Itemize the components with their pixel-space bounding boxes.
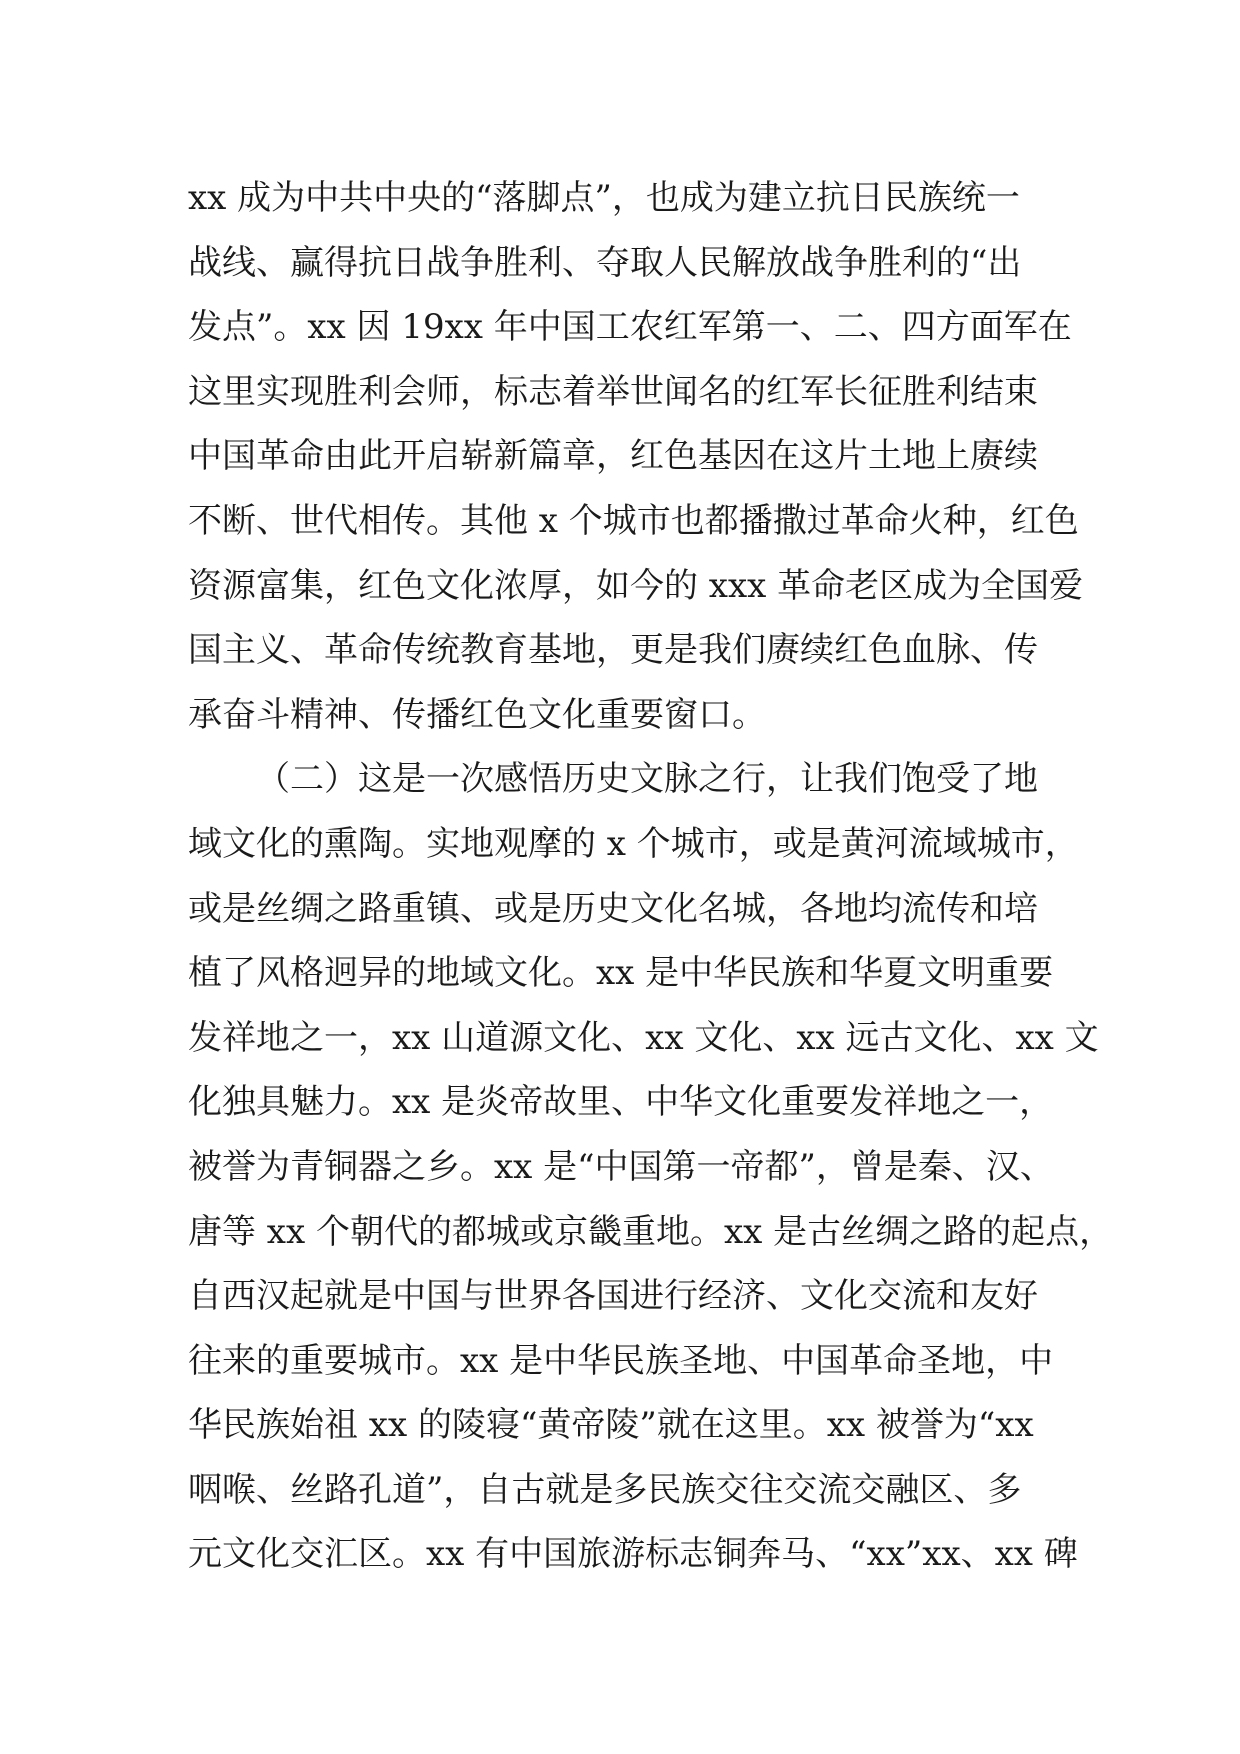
text-line: 华民族始祖 xx 的陵寝“黄帝陵”就在这里。xx 被誉为“xx: [188, 1405, 1034, 1446]
text-line: 自西汉起就是中国与世界各国进行经济、文化交流和友好: [188, 1276, 1038, 1317]
text-line: 不断、世代相传。其他 x 个城市也都播撒过革命火种，红色: [188, 500, 1079, 541]
text-line: 化独具魅力。xx 是炎帝故里、中华文化重要发祥地之一，: [188, 1082, 1054, 1123]
text-line: 或是丝绸之路重镇、或是历史文化名城，各地均流传和培: [188, 888, 1038, 929]
text-line: 战线、赢得抗日战争胜利、夺取人民解放战争胜利的“出: [188, 242, 1022, 283]
paragraph-start-line: （二）这是一次感悟历史文脉之行，让我们饱受了地: [256, 759, 1038, 800]
text-line: 唐等 xx 个朝代的都城或京畿重地。xx 是古丝绸之路的起点，: [188, 1211, 1114, 1252]
text-line: 国主义、革命传统教育基地，更是我们赓续红色血脉、传: [188, 630, 1038, 671]
text-line: 域文化的熏陶。实地观摩的 x 个城市，或是黄河流域城市，: [188, 823, 1079, 864]
text-line: 植了风格迥异的地域文化。xx 是中华民族和华夏文明重要: [188, 953, 1054, 994]
text-line: 被誉为青铜器之乡。xx 是“中国第一帝都”，曾是秦、汉、: [188, 1146, 1054, 1187]
body-text: [188, 166, 1114, 1587]
text-line: 发点”。xx 因 19xx 年中国工农红军第一、二、四方面军在: [188, 307, 1072, 348]
text-line: 咽喉、丝路孔道”，自古就是多民族交往交流交融区、多: [188, 1469, 1022, 1510]
text-line: 资源富集，红色文化浓厚，如今的 xxx 革命老区成为全国爱: [188, 565, 1084, 606]
text-line: 往来的重要城市。xx 是中华民族圣地、中国革命圣地，中: [188, 1340, 1054, 1381]
text-line: 中国革命由此开启崭新篇章，红色基因在这片土地上赓续: [188, 436, 1038, 477]
text-line: 这里实现胜利会师，标志着举世闻名的红军长征胜利结束: [188, 371, 1038, 412]
text-line: xx 成为中共中央的“落脚点”，也成为建立抗日民族统一: [188, 178, 1020, 218]
text-line: 元文化交汇区。xx 有中国旅游标志铜奔马、“xx”xx、xx 碑: [188, 1534, 1078, 1575]
text-line: 发祥地之一，xx 山道源文化、xx 文化、xx 远古文化、xx 文: [188, 1017, 1099, 1058]
text-line: 承奋斗精神、传播红色文化重要窗口。: [188, 694, 766, 735]
